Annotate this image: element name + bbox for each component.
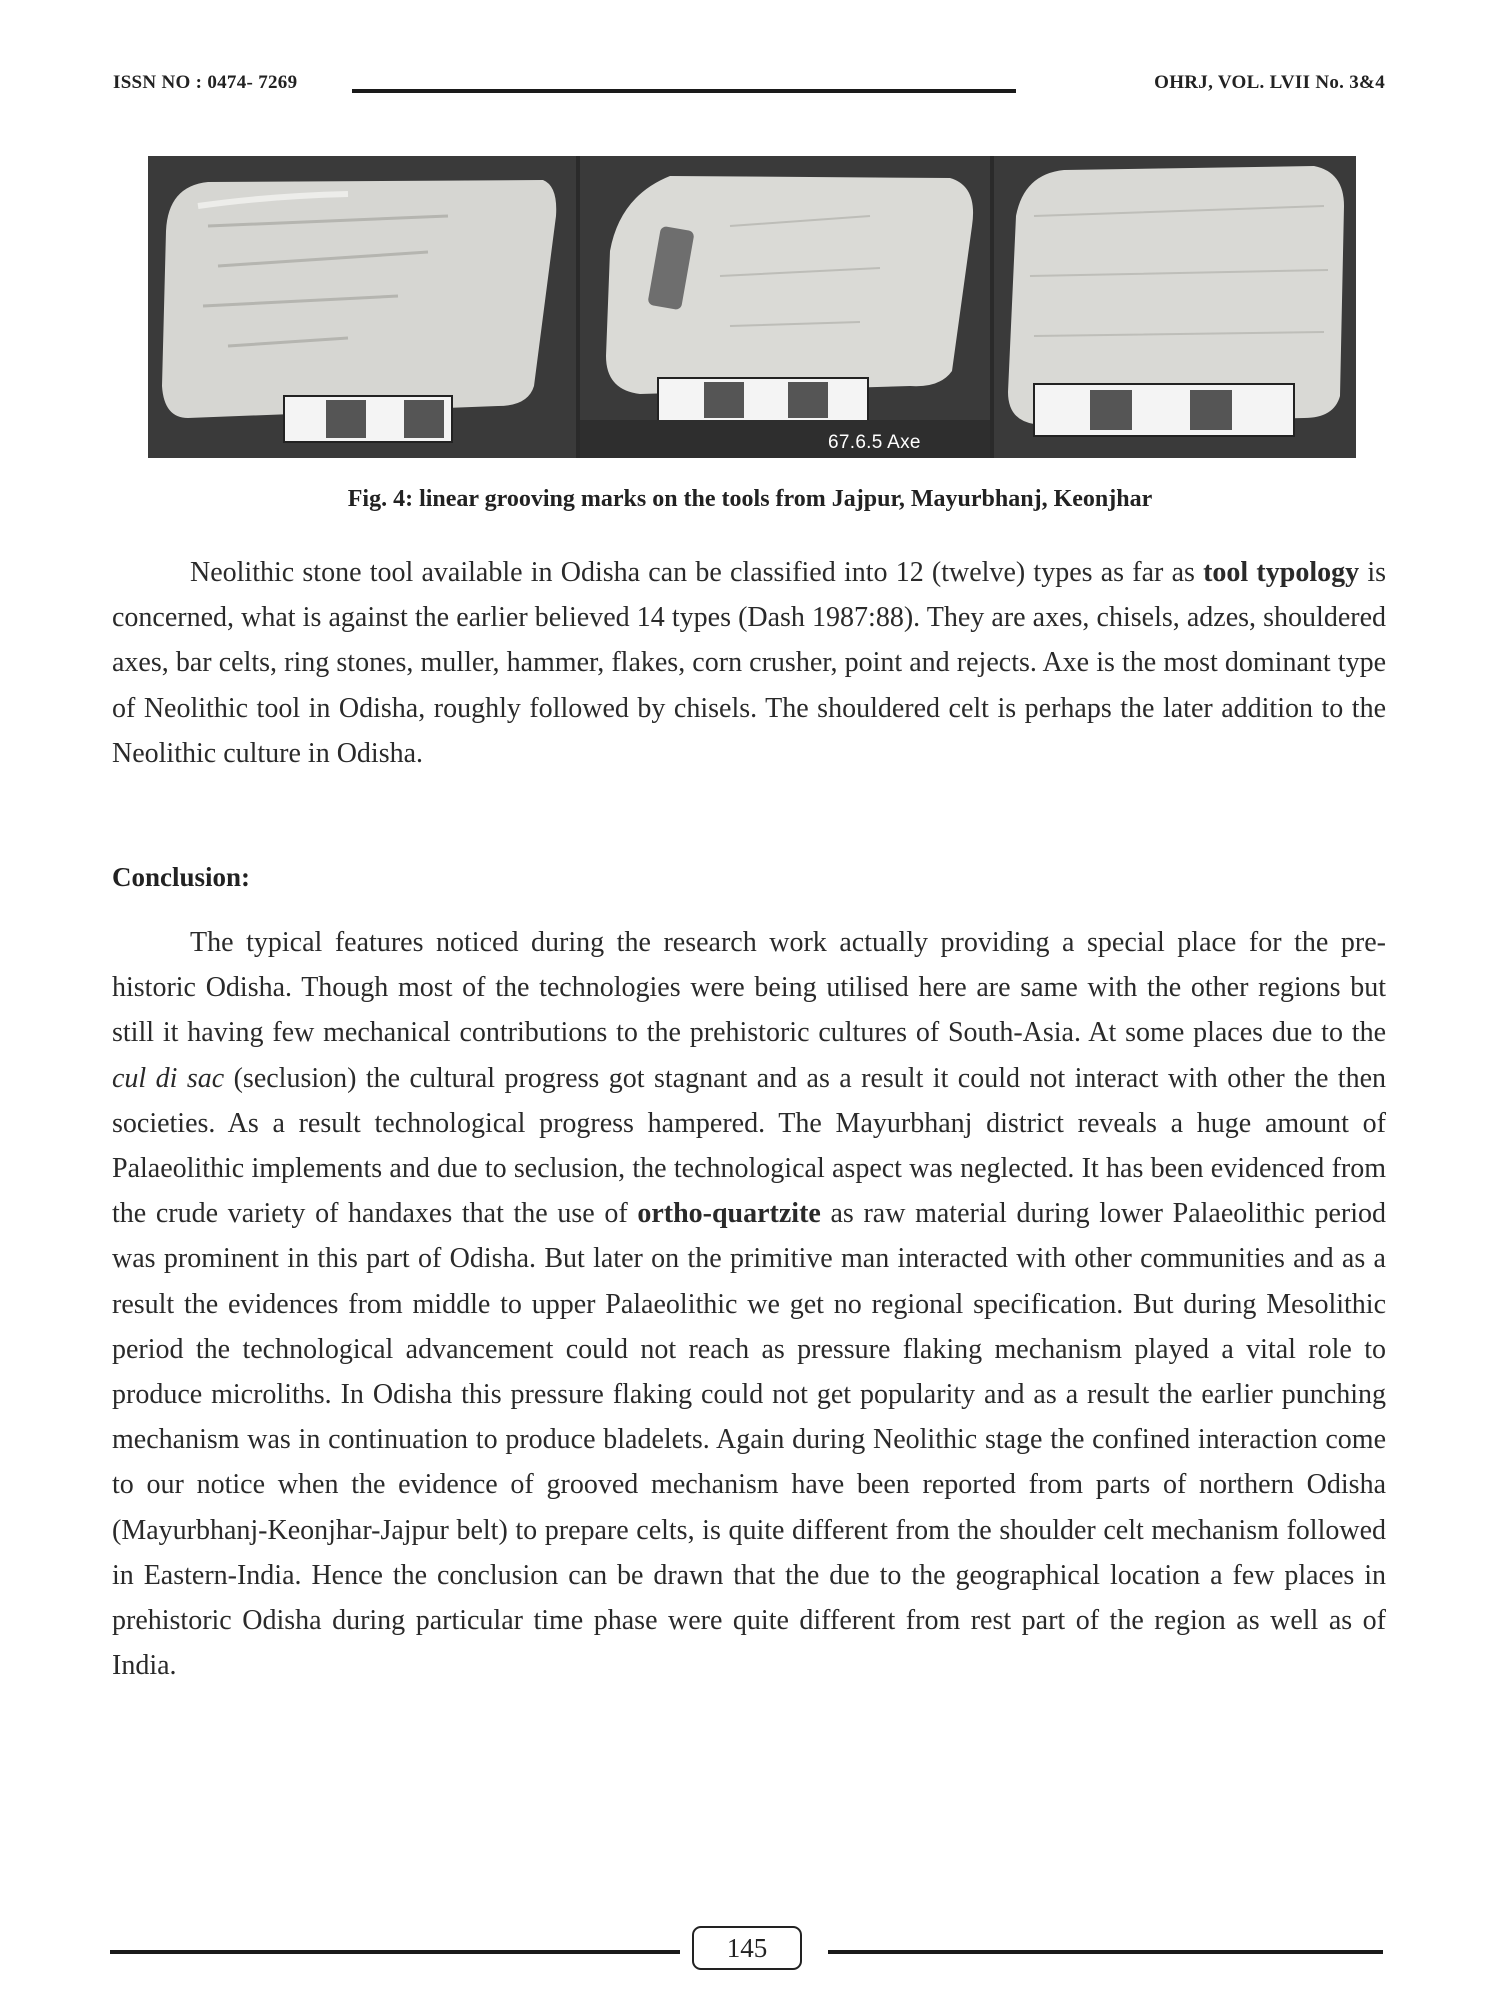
paragraph-tool-typology bbox=[112, 550, 1386, 776]
footer-rule-right bbox=[828, 1950, 1383, 1954]
paragraph1-run: Neolithic stone tool available in Odisha can be classified into 12 (twelve) types as far as bbox=[190, 557, 1204, 588]
tool-photo-jajpur bbox=[148, 156, 576, 458]
journal-volume: OHRJ, VOL. LVII No. 3&4 bbox=[1154, 72, 1385, 93]
paragraph1-run: is concerned, what is against the earlier believed 14 types (Dash 1987:88). They are axes, chisels, adzes, shouldered axes, bar celts, ring stones, muller, hammer, flakes, corn crusher, point and rejects. Axe is the most dominant type of Neolithic tool in Odisha, roughly followed by chisels. The shouldered celt is perhaps the later addition to the Neolithic culture in Odisha. bbox=[112, 557, 1386, 769]
paragraph1-run: tool typology bbox=[1203, 557, 1360, 588]
tool-photographs bbox=[148, 156, 1356, 458]
tool-photo-keonjhar bbox=[994, 156, 1356, 458]
page-number: 145 bbox=[692, 1926, 802, 1970]
header-rule bbox=[352, 89, 1016, 93]
paragraph-conclusion bbox=[112, 920, 1386, 1688]
conclusion-heading: Conclusion: bbox=[112, 862, 251, 892]
figure-caption: Fig. 4: linear grooving marks on the tools from Jajpur, Mayurbhanj, Keonjhar bbox=[347, 486, 1153, 512]
paragraph2-run: ortho-quartzite bbox=[637, 1198, 821, 1230]
photo-caption-label: 67.6.5 Axe bbox=[828, 432, 921, 453]
paragraph2-run: as raw material during lower Palaeolithic period was prominent in this part of Odisha. But later on the primitive man interacted with other communities and as a result the evidences from middle to upper Palaeolithic we get no regional specification. But during Mesolithic period the technological advancement could not reach as pressure flaking mechanism played a vital role to produce microliths. In Odisha this pressure flaking could not get popularity and as a result the earlier punching mechanism was in continuation to produce bladelets. Again during Neolithic stage the confined interaction come to our notice when the evidence of grooved mechanism have been reported from parts of northern Odisha (Mayurbhanj-Keonjhar-Jajpur belt) to prepare celts, is quite different from the shoulder celt mechanism followed in Eastern-India. Hence the conclusion can be drawn that the due to the geographical location a few places in prehistoric Odisha during particular time phase were quite different from rest part of the region as well as of India. bbox=[112, 1198, 1386, 1682]
paragraph2-run: cul di sac bbox=[112, 1062, 225, 1094]
footer-rule-left bbox=[110, 1950, 680, 1954]
issn-number: ISSN NO : 0474- 7269 bbox=[113, 72, 298, 93]
paragraph2-run: (seclusion) the cultural progress got stagnant and as a result it could not interact with other the then societies. As a result technological progress hampered. The Mayurbhanj district reveals a huge amount of Palaeolithic implements and due to seclusion, the technological aspect was neglected. It has been evidenced from the crude variety of handaxes that the use of bbox=[112, 1062, 1387, 1230]
paragraph2-run: The typical features noticed during the research work actually providing a special place for the pre-historic Odisha. Though most of the technologies were being utilised here are same with the other regions but still it having few mechanical contributions to the prehistoric cultures of South-Asia. At some places due to the bbox=[112, 927, 1386, 1049]
tool-photo-mayurbhanj bbox=[580, 156, 990, 458]
